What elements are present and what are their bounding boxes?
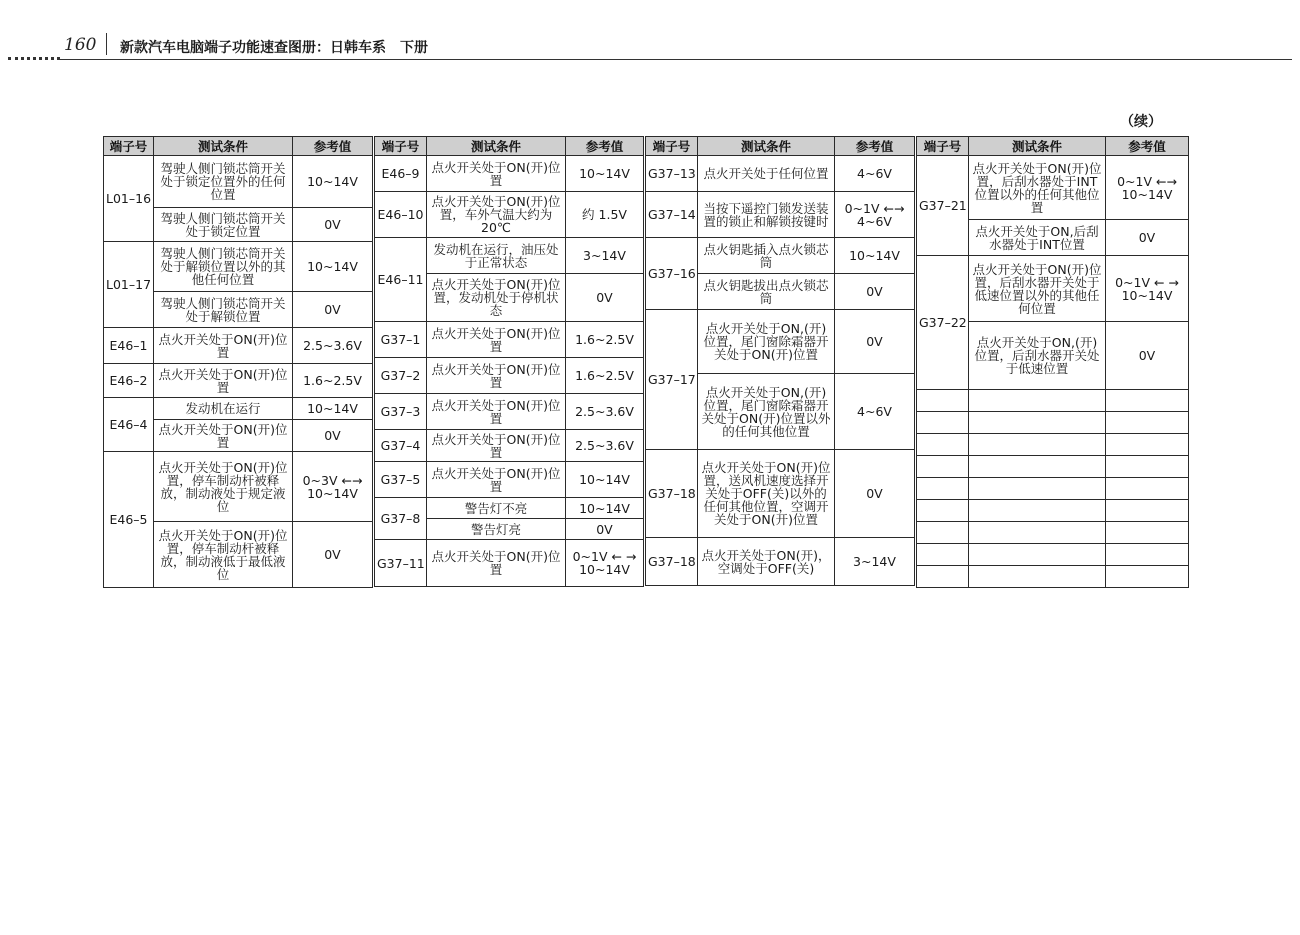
- condition-cell: 驾驶人侧门锁芯筒开关处于锁定位置: [154, 208, 293, 242]
- reference-column-header: 参考值: [835, 137, 915, 156]
- empty-row: [917, 522, 1189, 544]
- table-block-3: [645, 136, 915, 586]
- terminal-column-header: 端子号: [104, 137, 154, 156]
- terminal-cell: G37–16: [646, 238, 698, 310]
- reference-column-header: 参考值: [293, 137, 373, 156]
- condition-cell: 点火开关处于ON(开)位置: [427, 394, 566, 430]
- condition-cell: 驾驶人侧门锁芯筒开关处于锁定位置外的任何位置: [154, 156, 293, 208]
- page-number: 160: [64, 35, 97, 55]
- header-row: [104, 137, 373, 156]
- condition-column-header: 测试条件: [698, 137, 835, 156]
- terminal-cell: G37–2: [375, 358, 427, 394]
- value-cell: 0~1V ← → 10~14V: [1106, 256, 1189, 322]
- terminal-column-header: 端子号: [375, 137, 427, 156]
- table-row: [104, 398, 373, 420]
- condition-cell: 点火开关处于任何位置: [698, 156, 835, 192]
- condition-cell: 发动机在运行，油压处于正常状态: [427, 238, 566, 274]
- table-block-4: [916, 136, 1189, 588]
- value-cell: 0V: [835, 274, 915, 310]
- value-cell: 10~14V: [566, 462, 644, 498]
- condition-cell: 点火开关处于ON(开)，空调处于OFF(关): [698, 538, 835, 586]
- value-cell: 10~14V: [566, 498, 644, 519]
- value-cell: 0V: [293, 420, 373, 452]
- header-divider: [106, 33, 107, 55]
- value-cell: 10~14V: [566, 156, 644, 192]
- condition-cell: 警告灯不亮: [427, 498, 566, 519]
- empty-row: [917, 390, 1189, 412]
- terminal-cell: E46–4: [104, 398, 154, 452]
- terminal-cell: E46–5: [104, 452, 154, 588]
- condition-cell: 当按下遥控门锁发送装置的锁止和解锁按键时: [698, 192, 835, 238]
- table-row: [646, 238, 915, 274]
- value-cell: 4~6V: [835, 374, 915, 450]
- reference-column-header: 参考值: [566, 137, 644, 156]
- continued-label: （续）: [1120, 114, 1162, 130]
- condition-column-header: 测试条件: [969, 137, 1106, 156]
- condition-cell: 点火开关处于ON,(开)位置，尾门窗除霜器开关处于ON(开)位置以外的任何其他位置: [698, 374, 835, 450]
- condition-cell: 点火开关处于ON(开)位置，停车制动杆被释放，制动液处于规定液位: [154, 452, 293, 522]
- table-row: [375, 238, 644, 274]
- value-cell: 0V: [293, 208, 373, 242]
- condition-cell: 点火钥匙拔出点火锁芯筒: [698, 274, 835, 310]
- table-row: [375, 462, 644, 498]
- condition-cell: 点火开关处于ON(开)位置: [427, 322, 566, 358]
- header-rule: [60, 59, 1292, 60]
- value-cell: 0~1V ←→ 10~14V: [1106, 156, 1189, 220]
- value-cell: 10~14V: [293, 242, 373, 292]
- condition-cell: 点火开关处于ON(开)位置，送风机速度选择开关处于OFF(关)以外的任何其他位置，空调开关处于ON(开)位置: [698, 450, 835, 538]
- terminal-cell: G37–18: [646, 538, 698, 586]
- book-title: 新款汽车电脑端子功能速查图册：日韩车系 下册: [120, 40, 428, 56]
- table-row: [646, 192, 915, 238]
- terminal-cell: G37–21: [917, 156, 969, 256]
- value-cell: 0V: [1106, 220, 1189, 256]
- value-cell: 0V: [835, 310, 915, 374]
- condition-cell: 点火开关处于ON,后刮水器处于INT位置: [969, 220, 1106, 256]
- table-row: [375, 156, 644, 192]
- value-cell: 1.6~2.5V: [566, 322, 644, 358]
- table-row: [646, 156, 915, 192]
- table-row: [375, 498, 644, 519]
- table-row: [646, 538, 915, 586]
- value-cell: 10~14V: [293, 156, 373, 208]
- condition-cell: 点火开关处于ON,(开)位置，尾门窗除霜器开关处于ON(开)位置: [698, 310, 835, 374]
- value-cell: 1.6~2.5V: [566, 358, 644, 394]
- value-cell: 0V: [566, 519, 644, 540]
- terminal-cell: G37–17: [646, 310, 698, 450]
- header-row: [917, 137, 1189, 156]
- condition-cell: 驾驶人侧门锁芯筒开关处于解锁位置以外的其他任何位置: [154, 242, 293, 292]
- terminal-cell: G37–1: [375, 322, 427, 358]
- reference-column-header: 参考值: [1106, 137, 1189, 156]
- terminal-cell: E46–2: [104, 364, 154, 398]
- terminal-cell: G37–11: [375, 540, 427, 587]
- table-row: [104, 242, 373, 292]
- condition-column-header: 测试条件: [154, 137, 293, 156]
- condition-cell: 点火开关处于ON(开)位置: [427, 358, 566, 394]
- table-row: [917, 256, 1189, 322]
- table-block-1: [103, 136, 373, 588]
- condition-cell: 发动机在运行: [154, 398, 293, 420]
- condition-cell: 点火开关处于ON(开)位置: [427, 430, 566, 462]
- value-cell: 约 1.5V: [566, 192, 644, 238]
- terminal-cell: L01–17: [104, 242, 154, 328]
- table-row: [104, 364, 373, 398]
- terminal-cell: G37–22: [917, 256, 969, 390]
- terminal-cell: G37–18: [646, 450, 698, 538]
- table-row: [375, 430, 644, 462]
- condition-cell: 点火开关处于ON(开)位置: [154, 420, 293, 452]
- condition-column-header: 测试条件: [427, 137, 566, 156]
- condition-cell: 点火钥匙插入点火锁芯筒: [698, 238, 835, 274]
- condition-cell: 点火开关处于ON(开)位置: [427, 462, 566, 498]
- header-row: [375, 137, 644, 156]
- terminal-cell: G37–8: [375, 498, 427, 540]
- condition-cell: 点火开关处于ON(开)位置，车外气温大约为20℃: [427, 192, 566, 238]
- value-cell: 4~6V: [835, 156, 915, 192]
- table-row: [917, 156, 1189, 220]
- table-row: [375, 192, 644, 238]
- value-cell: 0V: [293, 292, 373, 328]
- terminal-column-header: 端子号: [646, 137, 698, 156]
- value-cell: 3~14V: [835, 538, 915, 586]
- terminal-cell: L01–16: [104, 156, 154, 242]
- value-cell: 0~3V ←→ 10~14V: [293, 452, 373, 522]
- condition-cell: 点火开关处于ON(开)位置: [427, 156, 566, 192]
- terminal-cell: E46–1: [104, 328, 154, 364]
- value-cell: 0~1V ←→ 4~6V: [835, 192, 915, 238]
- condition-cell: 点火开关处于ON(开)位置: [154, 364, 293, 398]
- empty-row: [917, 456, 1189, 478]
- value-cell: 2.5~3.6V: [293, 328, 373, 364]
- value-cell: 0V: [293, 522, 373, 588]
- condition-cell: 点火开关处于ON,(开)位置，后刮水器开关处于低速位置: [969, 322, 1106, 390]
- table-row: [375, 540, 644, 587]
- table-row: [104, 328, 373, 364]
- header-row: [646, 137, 915, 156]
- value-cell: 2.5~3.6V: [566, 430, 644, 462]
- condition-cell: 点火开关处于ON(开)位置，发动机处于停机状态: [427, 274, 566, 322]
- terminal-cell: E46–10: [375, 192, 427, 238]
- condition-cell: 点火开关处于ON(开)位置: [427, 540, 566, 587]
- empty-row: [917, 412, 1189, 434]
- terminal-cell: E46–9: [375, 156, 427, 192]
- terminal-cell: G37–14: [646, 192, 698, 238]
- table-block-2: [374, 136, 644, 587]
- table-row: [375, 322, 644, 358]
- table-row: [375, 358, 644, 394]
- terminal-cell: G37–5: [375, 462, 427, 498]
- value-cell: 3~14V: [566, 238, 644, 274]
- condition-cell: 点火开关处于ON(开)位置，后刮水器开关处于低速位置以外的其他任何位置: [969, 256, 1106, 322]
- value-cell: 0~1V ← → 10~14V: [566, 540, 644, 587]
- terminal-cell: G37–3: [375, 394, 427, 430]
- empty-row: [917, 500, 1189, 522]
- empty-row: [917, 544, 1189, 566]
- value-cell: 10~14V: [835, 238, 915, 274]
- terminal-cell: G37–13: [646, 156, 698, 192]
- value-cell: 0V: [1106, 322, 1189, 390]
- value-cell: 1.6~2.5V: [293, 364, 373, 398]
- condition-cell: 点火开关处于ON(开)位置，停车制动杆被释放，制动液低于最低液位: [154, 522, 293, 588]
- table-row: [646, 450, 915, 538]
- terminal-column-header: 端子号: [917, 137, 969, 156]
- table-row: [646, 310, 915, 374]
- condition-cell: 警告灯亮: [427, 519, 566, 540]
- terminal-cell: G37–4: [375, 430, 427, 462]
- empty-row: [917, 566, 1189, 588]
- value-cell: 2.5~3.6V: [566, 394, 644, 430]
- empty-row: [917, 478, 1189, 500]
- condition-cell: 驾驶人侧门锁芯筒开关处于解锁位置: [154, 292, 293, 328]
- condition-cell: 点火开关处于ON(开)位置: [154, 328, 293, 364]
- condition-cell: 点火开关处于ON(开)位置，后刮水器处于INT位置以外的任何其他位置: [969, 156, 1106, 220]
- table-row: [375, 394, 644, 430]
- terminal-cell: E46–11: [375, 238, 427, 322]
- empty-row: [917, 434, 1189, 456]
- value-cell: 0V: [835, 450, 915, 538]
- table-row: [104, 156, 373, 208]
- value-cell: 0V: [566, 274, 644, 322]
- page-header: [0, 0, 1300, 66]
- header-dotted-rule: [8, 57, 60, 60]
- value-cell: 10~14V: [293, 398, 373, 420]
- table-row: [104, 452, 373, 522]
